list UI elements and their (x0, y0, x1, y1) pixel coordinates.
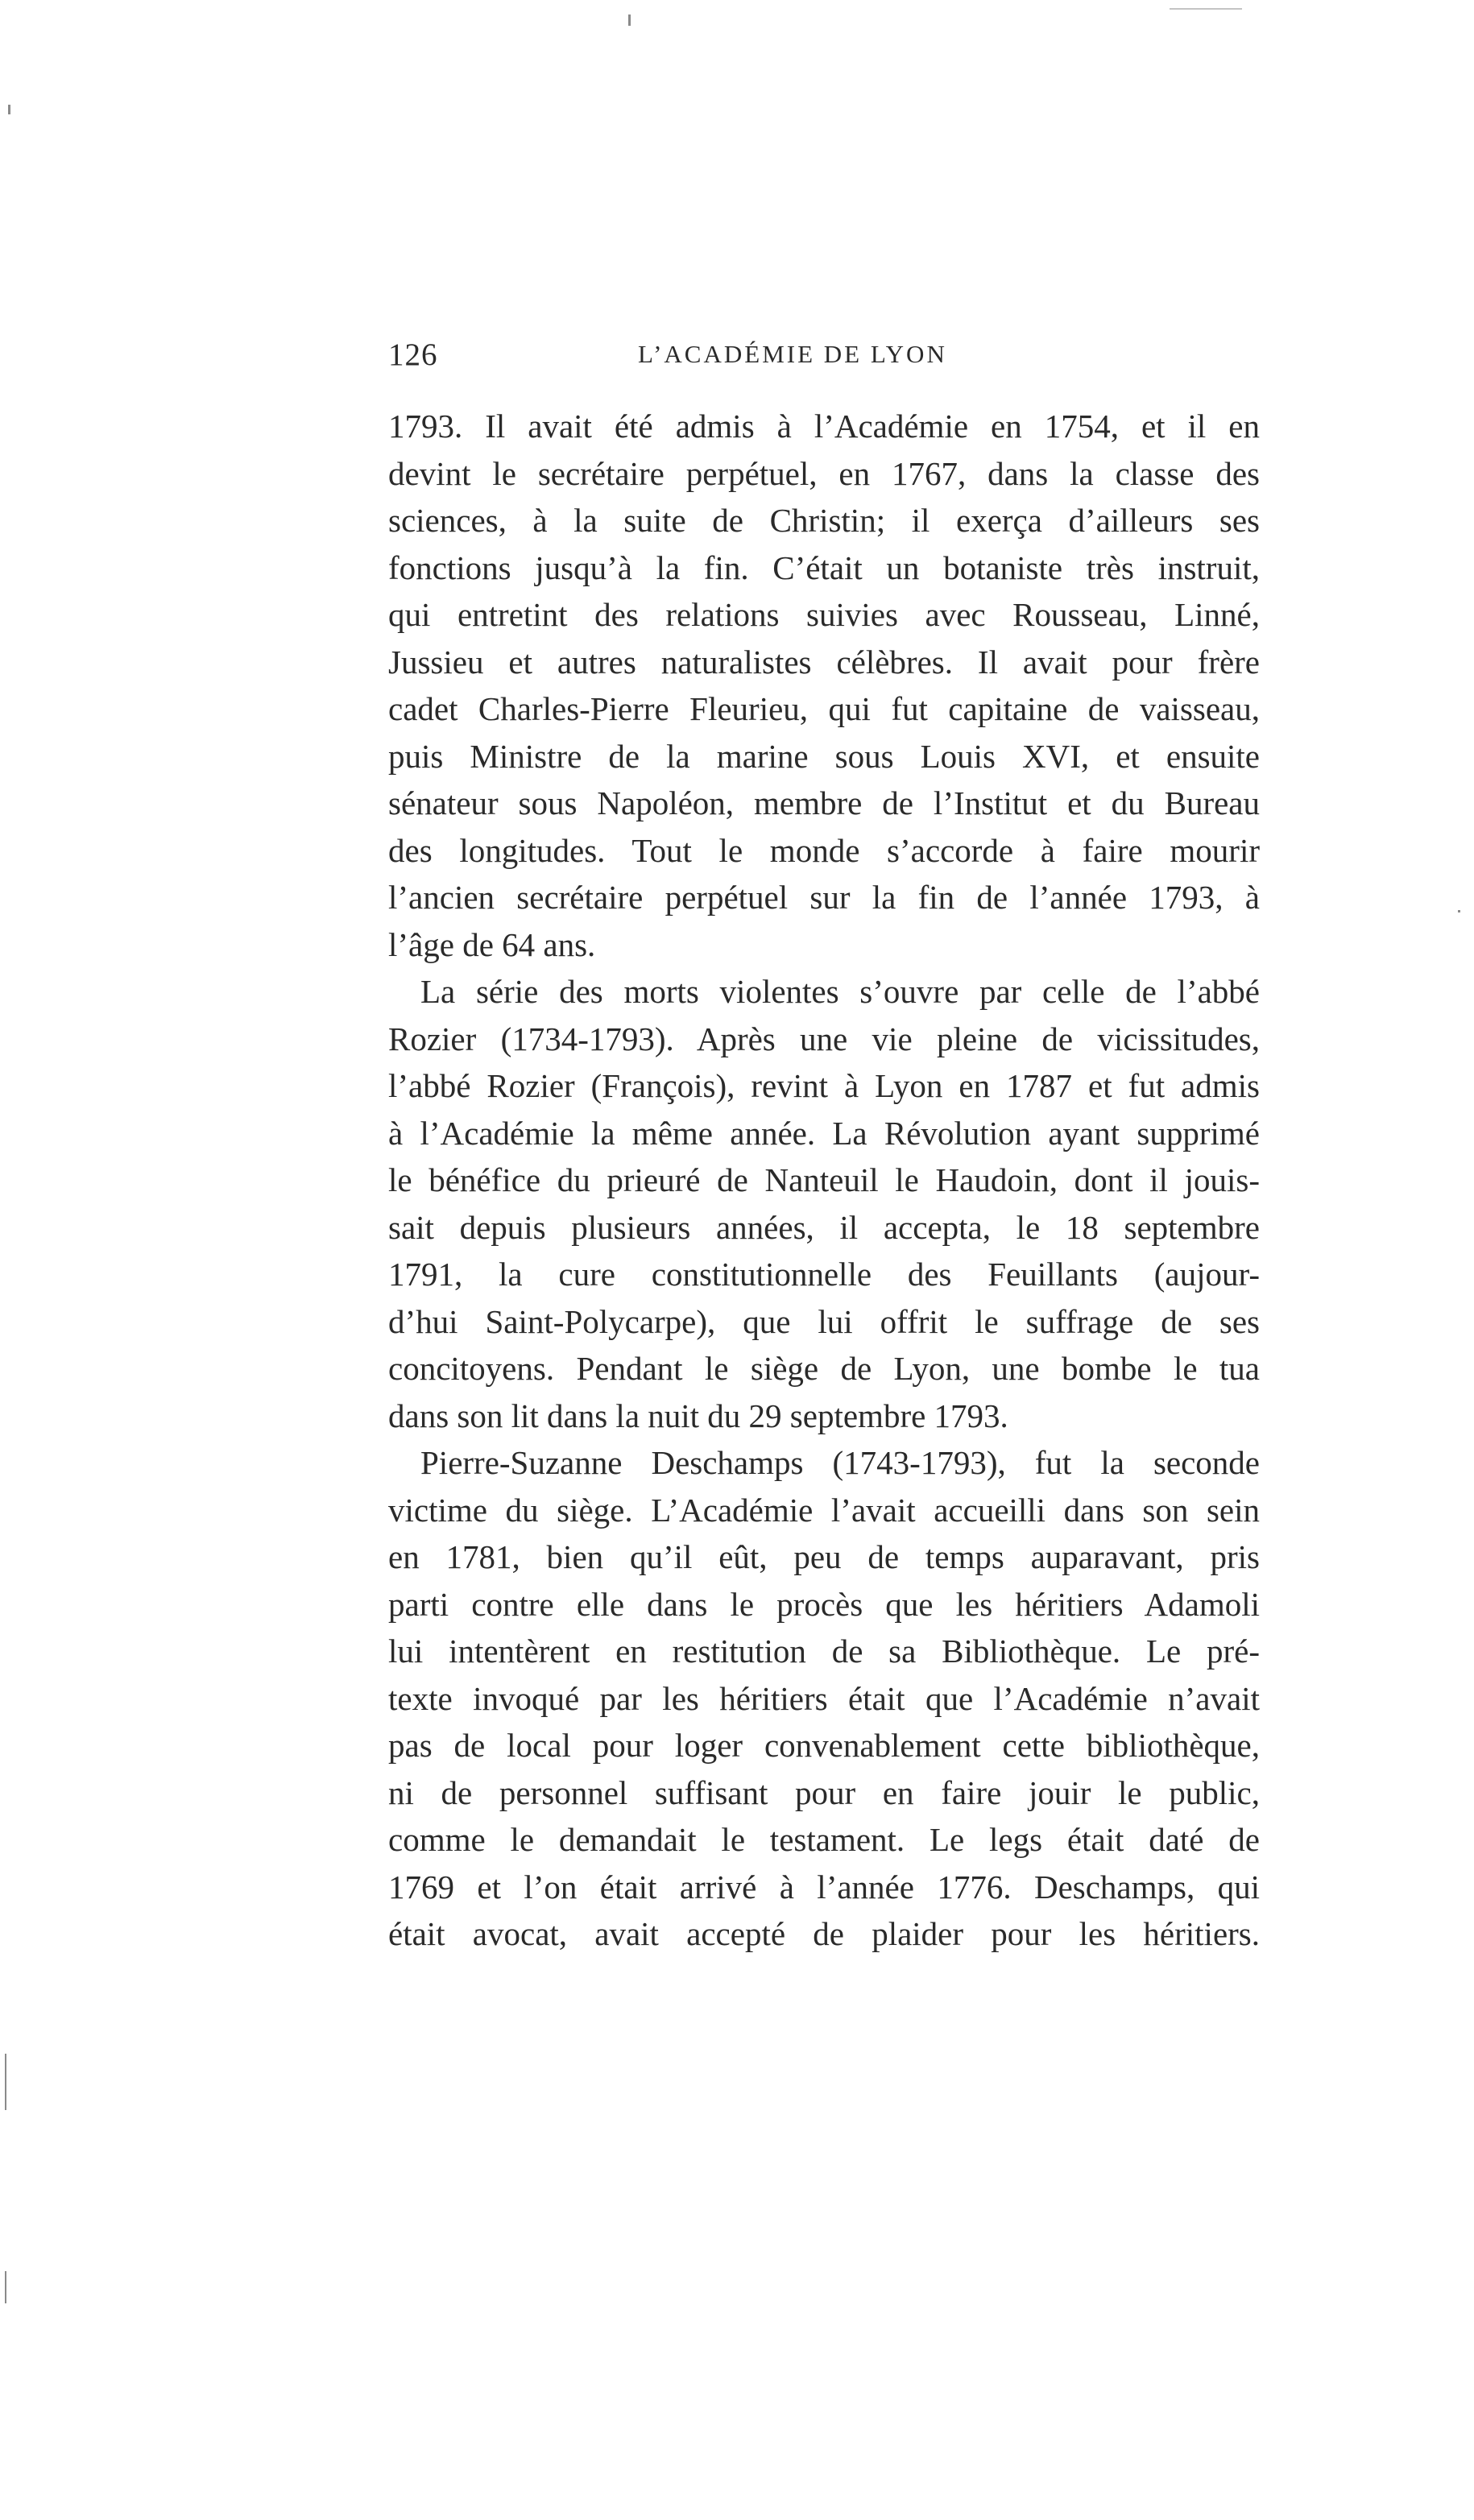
text-line: fonctions jusqu’à la fin. C’était un botaniste très instruit, (388, 548, 1260, 586)
text-line: Rozier (1734-1793). Après une vie pleine de vicissitudes, (388, 1020, 1260, 1057)
text-line: était avocat, avait accepté de plaider pour les héritiers. (388, 1915, 1260, 1952)
text-line: victime du siège. L’Académie l’avait accueilli dans son sein (388, 1491, 1260, 1529)
text-line: qui entretint des relations suivies avec Rousseau, Linné, (388, 596, 1260, 633)
text-line: 1769 et l’on était arrivé à l’année 1776. Deschamps, qui (388, 1868, 1260, 1906)
running-head (388, 330, 1258, 387)
text-line: parti contre elle dans le procès que les héritiers Adamoli (388, 1585, 1260, 1623)
scan-speck (5, 2271, 6, 2303)
paragraph (388, 1439, 1260, 1958)
text-line: sciences, à la suite de Christin; il exerça d’ailleurs ses (388, 502, 1260, 539)
text-line: dans son lit dans la nuit du 29 septembre 1793. (388, 1397, 1008, 1434)
paragraph (388, 968, 1260, 1439)
text-line: devint le secrétaire perpétuel, en 1767, dans la classe des (388, 454, 1260, 492)
text-line: d’hui Saint-Polycarpe), que lui offrit le suffrage de ses (388, 1302, 1260, 1340)
text-line: sénateur sous Napoléon, membre de l’Institut et du Bureau (388, 784, 1260, 821)
scan-speck (1170, 8, 1242, 10)
body-text (388, 403, 1260, 1958)
text-line: à l’Académie la même année. La Révolution ayant supprimé (388, 1114, 1260, 1152)
scan-speck (5, 2054, 6, 2110)
text-line: pas de local pour loger convenablement cette bibliothèque, (388, 1727, 1260, 1764)
text-line: en 1781, bien qu’il eût, peu de temps auparavant, pris (388, 1538, 1260, 1575)
text-line: l’abbé Rozier (François), revint à Lyon en 1787 et fut admis (388, 1067, 1260, 1104)
scan-speck (8, 105, 10, 114)
running-title: L’ACADÉMIE DE LYON (638, 340, 947, 368)
text-line: 1791, la cure constitutionnelle des Feuillants (aujour- (388, 1256, 1260, 1293)
text-line: La série des morts violentes s’ouvre par celle de l’abbé (420, 973, 1260, 1010)
text-line: l’ancien secrétaire perpétuel sur la fin de l’année 1793, à (388, 879, 1260, 916)
text-line: des longitudes. Tout le monde s’accorde à faire mourir (388, 831, 1260, 869)
text-line: l’âge de 64 ans. (388, 925, 596, 963)
text-line: 1793. Il avait été admis à l’Académie en 1754, et il en (388, 408, 1260, 445)
page-number: 126 (388, 337, 438, 372)
text-line: sait depuis plusieurs années, il accepta, le 18 septembre (388, 1208, 1260, 1246)
text-line: Jussieu et autres naturalistes célèbres. Il avait pour frère (388, 643, 1260, 681)
text-line: comme le demandait le testament. Le legs était daté de (388, 1821, 1260, 1858)
text-line: concitoyens. Pendant le siège de Lyon, une bombe le tua (388, 1350, 1260, 1387)
paragraph (388, 403, 1260, 968)
text-line: ni de personnel suffisant pour en faire jouir le public, (388, 1773, 1260, 1811)
text-line: lui intentèrent en restitution de sa Bibliothèque. Le pré- (388, 1632, 1260, 1670)
text-line: le bénéfice du prieuré de Nanteuil le Haudoin, dont il jouis- (388, 1161, 1260, 1198)
text-line: puis Ministre de la marine sous Louis XVI, et ensuite (388, 737, 1260, 775)
scan-speck (628, 14, 631, 26)
scan-speck (1458, 910, 1460, 912)
text-line: texte invoqué par les héritiers était que l’Académie n’avait (388, 1679, 1260, 1717)
text-line: Pierre-Suzanne Deschamps (1743-1793), fut la seconde (420, 1444, 1260, 1481)
text-line: cadet Charles-Pierre Fleurieu, qui fut capitaine de vaisseau, (388, 690, 1260, 727)
